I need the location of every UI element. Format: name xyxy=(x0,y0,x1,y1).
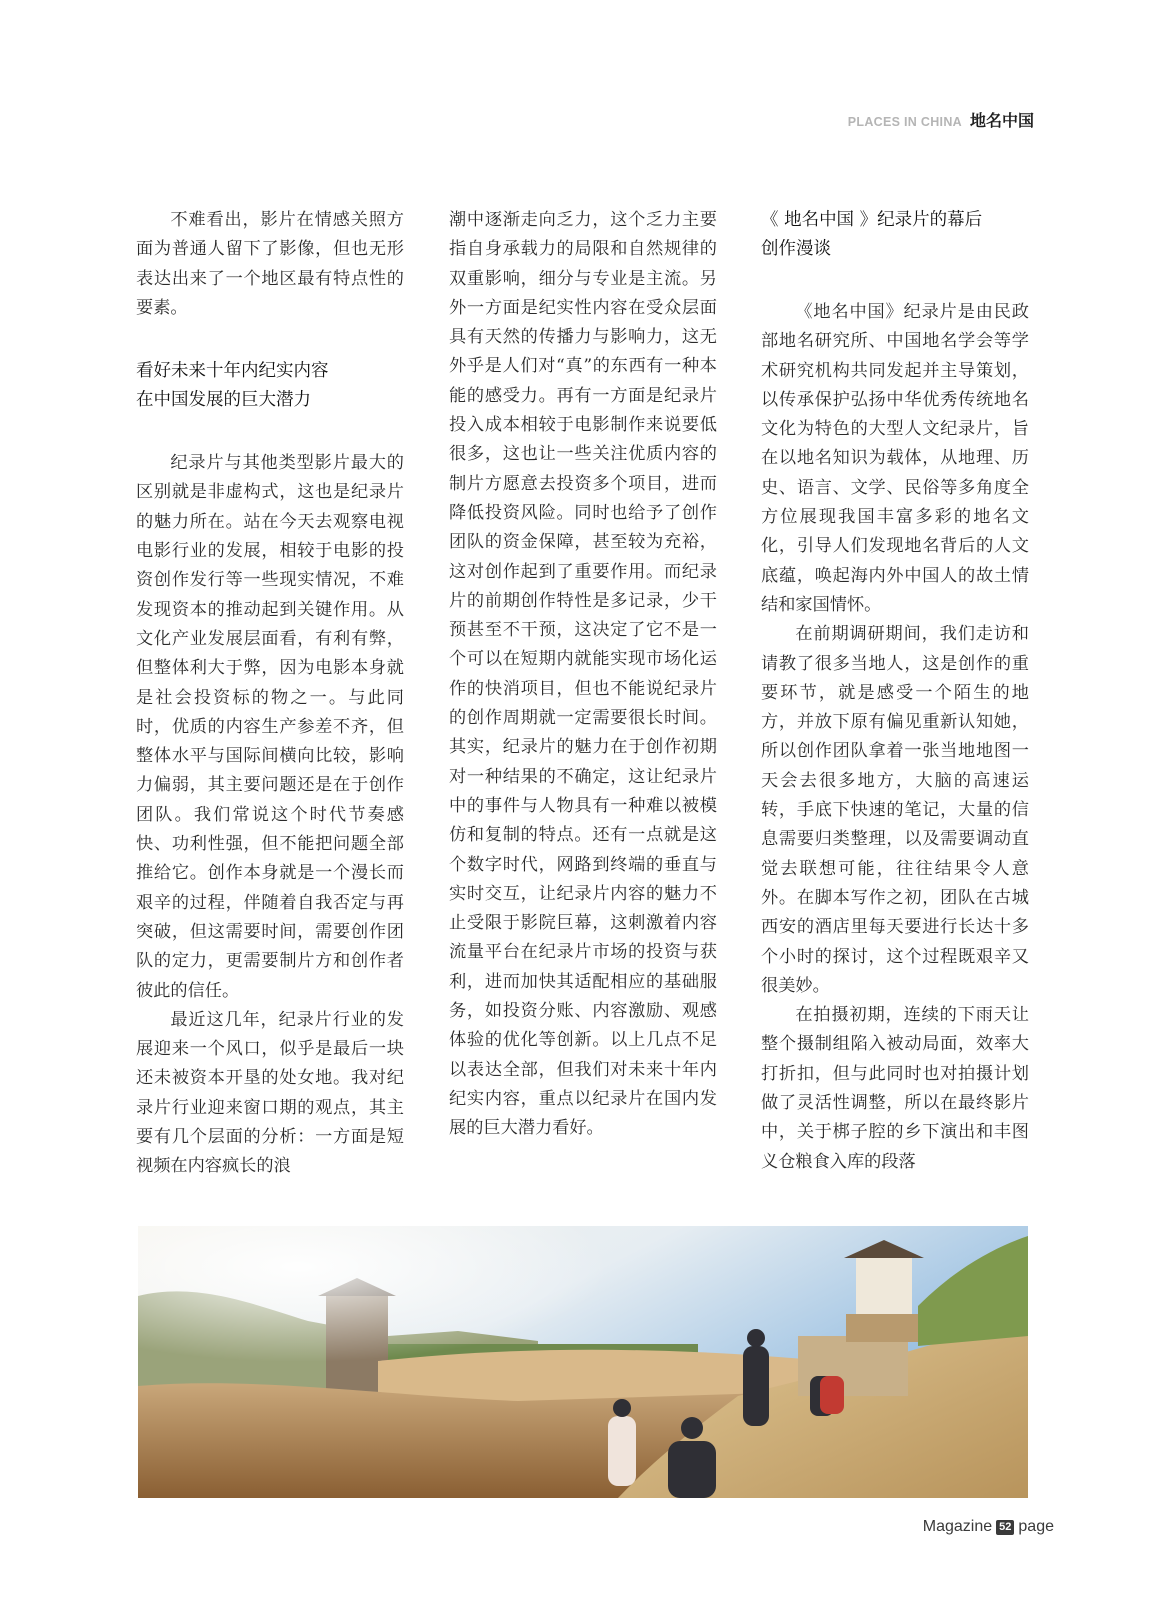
heading-line: 在中国发展的巨大潜力 xyxy=(136,390,311,411)
heading-line: 创作漫谈 xyxy=(761,239,831,259)
heading-line: 《 地名中国 》纪录片的幕后 xyxy=(761,210,983,230)
text-column-2 xyxy=(449,206,717,1144)
page-footer xyxy=(923,1518,1054,1536)
footer-magazine-label: Magazine xyxy=(922,1518,993,1535)
section-heading xyxy=(136,357,404,415)
section-title-zh: 地名中国 xyxy=(969,111,1034,130)
heading-line: 看好未来十年内纪实内容 xyxy=(136,361,329,382)
paragraph: 在前期调研期间，我们走访和请教了很多当地人，这是创作的重要环节，就是感受一个陌生的地方，并放下原有偏见重新认知她，所以创作团队拿着一张当地地图一天会去很多地方，大脑的高速运转，手底下快速的笔记，大量的信息需要归类整理，以及需要调动直觉去联想可能，往往结果令人意外。在脚本写作之初，团队在古城西安的酒店里每天要进行长达十多个小时的探讨，这个过程既艰辛又很美妙。 xyxy=(761,624,1029,996)
paragraph: 不难看出，影片在情感关照方面为普通人留下了影像，但也无形表达出来了一个地区最有特点性的要素。 xyxy=(136,210,404,318)
paragraph: 潮中逐渐走向乏力，这个乏力主要指自身承载力的局限和自然规律的双重影响，细分与专业是主流。另外一方面是纪实性内容在受众层面具有天然的传播力与影响力，这无外乎是人们对“真”的东西有一种本能的感受力。再有一方面是纪录片投入成本相较于电影制作来说要低很多，这也让一些关注优质内容的制片方愿意去投资多个项目，进而降低投资风险。同时也给予了创作团队的资金保障，甚至较为充裕，这对创作起到了重要作用。而纪录片的前期创作特性是多记录，少干预甚至不干预，这决定了它不是一个可以在短期内就能实现市场化运作的快消项目，但也不能说纪录片的创作周期就一定需要很长时间。其实，纪录片的魅力在于创作初期对一种结果的不确定，这让纪录片中的事件与人物具有一种难以被模仿和复制的特点。还有一点就是这个数字时代，网路到终端的垂直与实时交互，让纪录片内容的魅力不止受限于影院巨幕，这刺激着内容流量平台在纪录片市场的投资与获利，进而加快其适配相应的基础服务，如投资分账、内容激励、观感体验的优化等创新。以上几点不足以表达全部，但我们对未来十年内纪实内容，重点以纪录片在国内发展的巨大潜力看好。 xyxy=(449,210,717,1139)
text-column-1 xyxy=(136,206,404,1182)
text-column-3 xyxy=(761,206,1029,1177)
paragraph: 在拍摄初期，连续的下雨天让整个摄制组陷入被动局面，效率大打折扣，但与此同时也对拍摄计划做了灵活性调整，所以在最终影片中，关于梆子腔的乡下演出和丰图义仓粮食入库的段落 xyxy=(761,1005,1029,1172)
page-number-badge: 52 xyxy=(996,1520,1014,1535)
paragraph: 《地名中国》纪录片是由民政部地名研究所、中国地名学会等学术研究机构共同发起并主导策划，以传承保护弘扬中华优秀传统地名文化为特色的大型人文纪录片，旨在以地名知识为载体，从地理、历史、语言、文学、民俗等多角度全方位展现我国丰富多彩的地名文化，引导人们发现地名背后的人文底蕴，唤起海内外中国人的故土情结和家国情怀。 xyxy=(761,302,1029,615)
section-header xyxy=(848,108,1034,131)
section-heading xyxy=(761,206,1029,264)
section-title-en: PLACES IN CHINA xyxy=(847,115,962,129)
sun-glare xyxy=(138,1226,1028,1498)
paragraph: 纪录片与其他类型影片最大的区别就是非虚构式，这也是纪录片的魅力所在。站在今天去观察电视电影行业的发展，相较于电影的投资创作发行等一些现实情况，不难发现资本的推动起到关键作用。从文化产业发展层面看，有利有弊，但整体利大于弊，因为电影本身就是社会投资标的物之一。与此同时，优质的内容生产参差不齐，但整体水平与国际间横向比较，影响力偏弱，其主要问题还是在于创作团队。我们常说这个时代节奏感快、功利性强，但不能把问题全部推给它。创作本身就是一个漫长而艰辛的过程，伴随着自我否定与再突破，但这需要时间，需要创作团队的定力，更需要制片方和创作者彼此的信任。 xyxy=(136,453,404,1001)
paragraph: 最近这几年，纪录片行业的发展迎来一个风口，似乎是最后一块还未被资本开垦的处女地。我对纪录片行业迎来窗口期的观点，其主要有几个层面的分析：一方面是短视频在内容疯长的浪 xyxy=(136,1009,404,1177)
waterfall-panorama-photo xyxy=(138,1226,1028,1498)
footer-page-label: page xyxy=(1018,1518,1054,1535)
